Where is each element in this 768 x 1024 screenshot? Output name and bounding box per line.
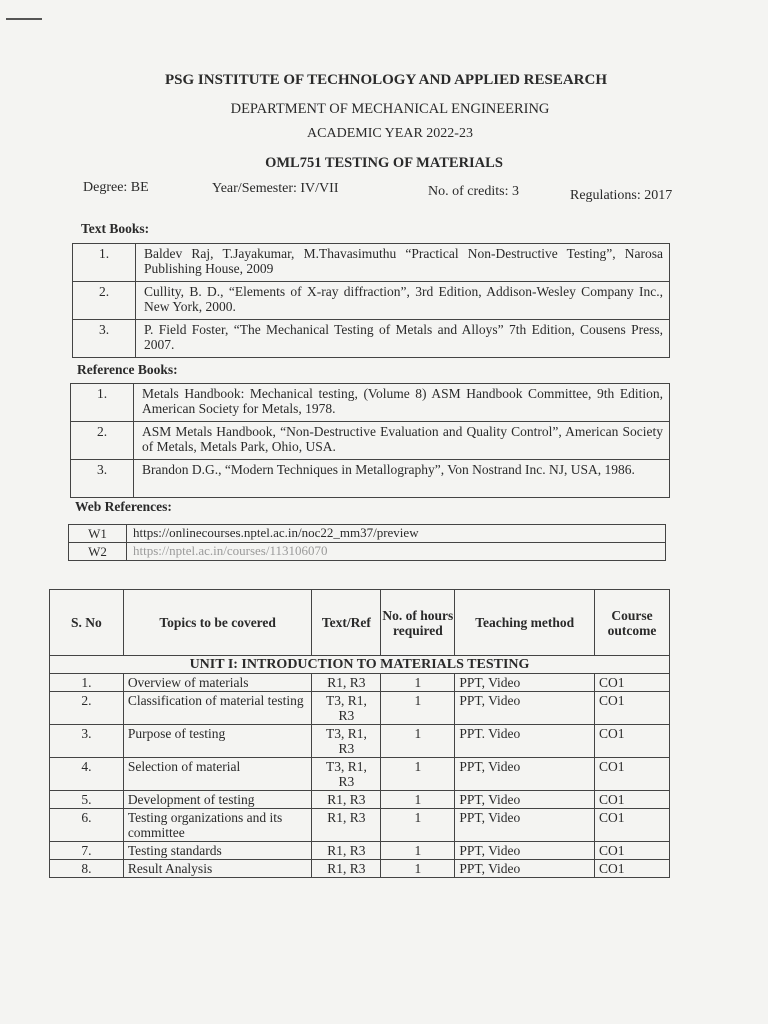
teaching-method-cell: PPT, Video (455, 860, 595, 878)
web-reference-row (69, 525, 666, 543)
serial-number-cell: 2. (50, 692, 124, 725)
topic-cell: Selection of material (123, 758, 312, 791)
web-reference-url[interactable]: https://onlinecourses.nptel.ac.in/noc22_mm37/preview (127, 525, 666, 543)
serial-number-cell: 5. (50, 791, 124, 809)
text-book-row (73, 244, 670, 282)
hours-cell: 1 (381, 860, 455, 878)
text-ref-cell: R1, R3 (312, 791, 381, 809)
year-semester: Year/Semester: IV/VII (212, 181, 339, 196)
table-row (50, 692, 670, 725)
reference-book-citation: Metals Handbook: Mechanical testing, (Volume 8) ASM Handbook Committee, 9th Edition, American Society for Metals, 1978. (134, 384, 670, 422)
lesson-plan-table (49, 589, 670, 878)
topic-cell: Result Analysis (123, 860, 312, 878)
course-outcome-cell: CO1 (595, 860, 670, 878)
teaching-method-cell: PPT, Video (455, 692, 595, 725)
text-ref-cell: R1, R3 (312, 842, 381, 860)
table-row (50, 860, 670, 878)
col-teaching-method-header: Teaching method (455, 590, 595, 656)
web-reference-number: W2 (69, 543, 127, 561)
teaching-method-cell: PPT, Video (455, 791, 595, 809)
text-ref-cell: T3, R1, R3 (312, 692, 381, 725)
department-name: DEPARTMENT OF MECHANICAL ENGINEERING (230, 101, 550, 117)
web-reference-row (69, 543, 666, 561)
text-book-citation: Cullity, B. D., “Elements of X-ray diffraction”, 3rd Edition, Addison-Wesley Company Inc., New York, 2000. (136, 282, 670, 320)
table-row (50, 809, 670, 842)
col-hours-header: No. of hours required (381, 590, 455, 656)
col-sno-header: S. No (50, 590, 124, 656)
text-ref-cell: R1, R3 (312, 674, 381, 692)
unit-title: UNIT I: INTRODUCTION TO MATERIALS TESTING (50, 656, 670, 674)
reference-books-table (70, 383, 670, 498)
serial-number-cell: 7. (50, 842, 124, 860)
text-book-citation: P. Field Foster, “The Mechanical Testing of Metals and Alloys” 7th Edition, Cousens Press, 2007. (136, 320, 670, 358)
text-book-row (73, 320, 670, 358)
reference-book-number: 2. (71, 422, 134, 460)
col-text-ref-header: Text/Ref (312, 590, 381, 656)
topic-cell: Purpose of testing (123, 725, 312, 758)
serial-number-cell: 8. (50, 860, 124, 878)
web-reference-number: W1 (69, 525, 127, 543)
course-outcome-cell: CO1 (595, 725, 670, 758)
reference-book-row (71, 460, 670, 498)
col-topics-header: Topics to be covered (123, 590, 312, 656)
topic-cell: Testing standards (123, 842, 312, 860)
regulations: Regulations: 2017 (570, 188, 673, 203)
pen-mark (6, 18, 42, 20)
hours-cell: 1 (381, 758, 455, 791)
course-outcome-cell: CO1 (595, 674, 670, 692)
hours-cell: 1 (381, 842, 455, 860)
serial-number-cell: 4. (50, 758, 124, 791)
web-reference-url[interactable]: https://nptel.ac.in/courses/113106070 (127, 543, 666, 561)
table-row (50, 725, 670, 758)
serial-number-cell: 6. (50, 809, 124, 842)
course-outcome-cell: CO1 (595, 809, 670, 842)
col-course-outcome-header: Course outcome (595, 590, 670, 656)
text-ref-cell: T3, R1, R3 (312, 725, 381, 758)
institute-name: PSG INSTITUTE OF TECHNOLOGY AND APPLIED RESEARCH (164, 72, 608, 88)
web-references-heading: Web References: (75, 499, 172, 514)
text-ref-cell: T3, R1, R3 (312, 758, 381, 791)
academic-year: ACADEMIC YEAR 2022-23 (307, 126, 473, 141)
teaching-method-cell: PPT, Video (455, 674, 595, 692)
reference-book-number: 1. (71, 384, 134, 422)
teaching-method-cell: PPT, Video (455, 758, 595, 791)
text-books-heading: Text Books: (81, 221, 150, 236)
credits: No. of credits: 3 (428, 184, 519, 199)
hours-cell: 1 (381, 692, 455, 725)
web-references-table (68, 524, 666, 561)
text-book-number: 3. (73, 320, 136, 358)
text-book-number: 2. (73, 282, 136, 320)
hours-cell: 1 (381, 725, 455, 758)
reference-books-heading: Reference Books: (77, 362, 178, 377)
course-title: OML751 TESTING OF MATERIALS (265, 155, 503, 171)
table-row (50, 791, 670, 809)
serial-number-cell: 1. (50, 674, 124, 692)
table-row (50, 758, 670, 791)
reference-book-row (71, 422, 670, 460)
course-outcome-cell: CO1 (595, 791, 670, 809)
reference-book-citation: Brandon D.G., “Modern Techniques in Metallography”, Von Nostrand Inc. NJ, USA, 1986. (134, 460, 670, 498)
teaching-method-cell: PPT, Video (455, 809, 595, 842)
teaching-method-cell: PPT, Video (455, 842, 595, 860)
topic-cell: Testing organizations and its committee (123, 809, 312, 842)
text-book-citation: Baldev Raj, T.Jayakumar, M.Thavasimuthu “Practical Non-Destructive Testing”, Narosa Publishing House, 2009 (136, 244, 670, 282)
table-row (50, 842, 670, 860)
serial-number-cell: 3. (50, 725, 124, 758)
text-ref-cell: R1, R3 (312, 809, 381, 842)
text-book-number: 1. (73, 244, 136, 282)
unit-row (50, 656, 670, 674)
reference-book-citation: ASM Metals Handbook, “Non-Destructive Evaluation and Quality Control”, American Society of Metals, Metals Park, Ohio, USA. (134, 422, 670, 460)
hours-cell: 1 (381, 809, 455, 842)
table-row (50, 674, 670, 692)
reference-book-row (71, 384, 670, 422)
course-outcome-cell: CO1 (595, 758, 670, 791)
text-ref-cell: R1, R3 (312, 860, 381, 878)
hours-cell: 1 (381, 791, 455, 809)
topic-cell: Classification of material testing (123, 692, 312, 725)
course-outcome-cell: CO1 (595, 842, 670, 860)
degree: Degree: BE (83, 180, 149, 195)
text-books-table (72, 243, 670, 358)
teaching-method-cell: PPT. Video (455, 725, 595, 758)
topic-cell: Development of testing (123, 791, 312, 809)
topic-cell: Overview of materials (123, 674, 312, 692)
hours-cell: 1 (381, 674, 455, 692)
course-outcome-cell: CO1 (595, 692, 670, 725)
reference-book-number: 3. (71, 460, 134, 498)
text-book-row (73, 282, 670, 320)
